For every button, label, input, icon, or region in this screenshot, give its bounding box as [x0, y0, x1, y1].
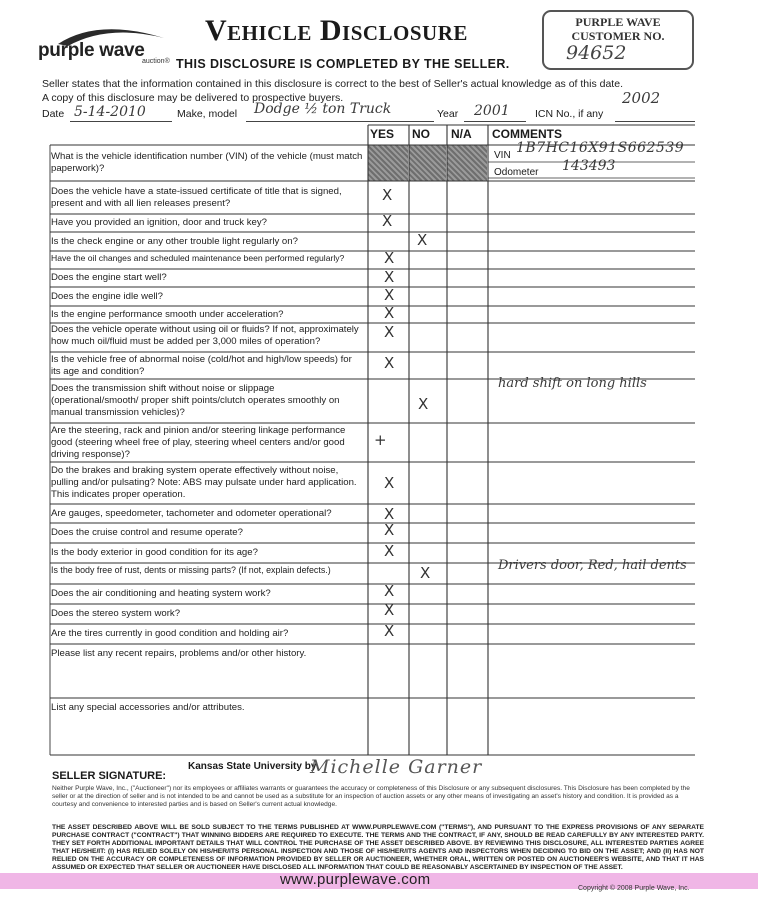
- checkbox-mark[interactable]: X: [384, 304, 395, 322]
- year-label: Year: [437, 108, 459, 120]
- checkbox-mark[interactable]: X: [418, 395, 429, 413]
- checkbox-mark[interactable]: X: [384, 286, 395, 304]
- seller-signature: Michelle Garner: [310, 756, 483, 778]
- checkbox-mark[interactable]: X: [384, 521, 395, 539]
- make-model-value: Dodge ½ ton Truck: [254, 101, 392, 117]
- question-comment: Drivers door, Red, hail dents: [498, 558, 687, 573]
- question-text: Are the tires currently in good condition and holding air?: [51, 628, 289, 639]
- logo-subtext: auction®: [142, 58, 170, 65]
- odometer-label: Odometer: [494, 167, 539, 178]
- checkbox-mark[interactable]: X: [384, 505, 395, 523]
- checkbox-mark[interactable]: X: [384, 268, 395, 286]
- checkbox-mark[interactable]: X: [384, 582, 395, 600]
- question-text: Does the vehicle operate without using oil or fluids? If not, approximately how much oil/fluid must be added per 3,000 miles of operation?: [51, 324, 359, 347]
- logo-text: purple wave: [38, 40, 145, 61]
- question-text: Is the check engine or any other trouble light regularly on?: [51, 235, 298, 247]
- question-text: Is the body free of rust, dents or missing parts? (If not, explain defects.): [51, 565, 331, 575]
- customer-label-line2: CUSTOMER NO.: [571, 29, 665, 43]
- checkbox-mark[interactable]: X: [384, 542, 395, 560]
- question-text: Do the brakes and braking system operate effectively without noise, pulling and/or pulsating? Note: ABS may pulsate under hard application. This indicates proper operation.: [51, 465, 357, 500]
- question-text: Does the cruise control and resume operate?: [51, 527, 243, 538]
- customer-number: 94652: [566, 42, 627, 64]
- question-text: Does the transmission shift without noise or slippage (operational/smooth/ proper shift points/clutch operates smoothly on manual transmission vehicles)?: [51, 383, 340, 418]
- odometer-value: 143493: [562, 158, 616, 174]
- question-text: List any special accessories and/or attributes.: [51, 702, 245, 713]
- checkbox-mark[interactable]: X: [384, 622, 395, 640]
- disclaimer-text: Neither Purple Wave, Inc., ("Auctioneer") nor its employees or affiliates warrants or guarantees the accuracy or completeness of this Disclosure or any subsequent disclosures. This Disclosure has been completed by the seller or at the direction of seller and is not intended to be and cannot be used as a substitute for an inspection of auction assets or any other means of investigating an asset's history and condition. It is provided as a courtesy and convenience to interested parties and is based on Seller's current actual knowledge.: [52, 785, 690, 808]
- question-text: Does the engine start well?: [51, 272, 167, 283]
- col-header-yes: YES: [370, 127, 395, 141]
- intro-line-2: A copy of this disclosure may be delivered to prospective buyers.: [42, 92, 344, 104]
- question-text: Is the body exterior in good condition for its age?: [51, 547, 258, 558]
- icn-value: 2002: [622, 89, 661, 107]
- page-subtitle: THIS DISCLOSURE IS COMPLETED BY THE SELLER.: [176, 57, 510, 71]
- question-text: Does the stereo system work?: [51, 608, 181, 619]
- checkbox-mark[interactable]: X: [417, 231, 428, 249]
- page-title: Vehicle Disclosure: [205, 14, 468, 47]
- question-comment: hard shift on long hills: [498, 376, 647, 391]
- make-model-label: Make, model: [177, 108, 238, 120]
- checkbox-mark[interactable]: X: [384, 323, 395, 341]
- date-label: Date: [42, 108, 65, 120]
- question-text: Is the vehicle free of abnormal noise (cold/hot and high/low speeds) for its age and condition?: [51, 353, 352, 377]
- col-header-comments: COMMENTS: [492, 127, 562, 141]
- legal-terms-text: THE ASSET DESCRIBED ABOVE WILL BE SOLD SUBJECT TO THE TERMS PUBLISHED AT WWW.PURPLEWAVE.COM ("TERMS"), AND PURSUANT TO THE EXPRESS PROVISIONS OF ANY SEPARATE PURCHASE CONTRACT ("CONTRACT") THAT WINNING BIDDERS ARE REQUIRED TO EXECUTE. THE TERMS AND THE CONTRACT, IF ANY, SHOULD BE READ CAREFULLY BY ANY INTERESTED PARTY. THEY SET FORTH ADDITIONAL IMPORTANT DETAILS THAT WILL CONTROL THE PURCHASE OF THE ASSET DESCRIBED ABOVE. BY REVIEWING THIS DISCLOSURE, ALL INTERESTED PARTIES AGREE THAT HE/SHE/IT: (I) HAS RELIED SOLELY ON HIS/HER/ITS PERSONAL INSPECTION AND THOSE OF HIS/HER/ITS AGENTS AND INSPECTORS WHEN DECIDING TO BID ON THE ASSET; AND (II) HAS NOT RELIED ON THE ACCURACY OR COMPLETENESS OF INFORMATION PROVIDED BY SELLER OR AUCTIONEER, WHETHER ORAL, WRITTEN OR POSTED ON AUCTIONEER'S WEBSITE, AND THAT IT HAS ASSUMED OR EXPECTED THAT SELLER OR AUCTIONEER HAVE DISCLOSED ALL INFORMATION THAT COULD BE REASONABLY ASCERTAINED BY INSPECTION OF THE ASSET.: [52, 824, 704, 872]
- date-value: 5-14-2010: [74, 104, 146, 120]
- seller-organization: Kansas State University by: [188, 761, 317, 772]
- question-text: Are gauges, speedometer, tachometer and odometer operational?: [51, 507, 332, 519]
- checkbox-mark[interactable]: X: [384, 601, 395, 619]
- vin-label: VIN: [494, 150, 511, 161]
- copyright-text: Copyright © 2008 Purple Wave, Inc.: [578, 885, 690, 892]
- checkbox-mark[interactable]: X: [384, 354, 395, 372]
- icn-label: ICN No., if any: [535, 108, 604, 120]
- checkbox-mark[interactable]: X: [384, 474, 395, 492]
- col-header-no: NO: [412, 127, 430, 141]
- question-text: Does the air conditioning and heating system work?: [51, 588, 271, 599]
- question-text: Please list any recent repairs, problems and/or other history.: [51, 648, 307, 659]
- question-text: Are the steering, rack and pinion and/or steering linkage performance good (steering wheel free of play, steering wheel centers and/or good driving response)?: [51, 424, 346, 460]
- checkbox-mark[interactable]: X: [384, 249, 395, 267]
- checkbox-mark[interactable]: X: [382, 212, 393, 230]
- seller-signature-label: SELLER SIGNATURE:: [52, 770, 167, 782]
- col-header-na: N/A: [451, 127, 472, 141]
- question-text: Does the engine idle well?: [51, 290, 164, 302]
- intro-line-1: Seller states that the information contained in this disclosure is correct to the best of Seller's actual knowledge as of this date.: [42, 78, 623, 90]
- checkbox-mark[interactable]: X: [420, 564, 431, 582]
- checkbox-mark[interactable]: X: [382, 186, 393, 204]
- website-link[interactable]: www.purplewave.com: [280, 871, 431, 888]
- question-text: Have you provided an ignition, door and truck key?: [51, 217, 267, 228]
- question-text: Does the vehicle have a state-issued certificate of title that is signed, present and with all lien releases present?: [51, 185, 342, 209]
- customer-label-line1: PURPLE WAVE: [575, 15, 661, 29]
- question-text: Have the oil changes and scheduled maintenance been performed regularly?: [51, 253, 345, 263]
- vin-value: 1B7HC16X91S662539: [516, 140, 685, 156]
- question-text: Is the engine performance smooth under acceleration?: [51, 308, 284, 320]
- question-text: What is the vehicle identification number (VIN) of the vehicle (must match paperwork)?: [51, 151, 363, 174]
- year-value: 2001: [474, 103, 510, 119]
- checkbox-mark[interactable]: +: [374, 431, 387, 449]
